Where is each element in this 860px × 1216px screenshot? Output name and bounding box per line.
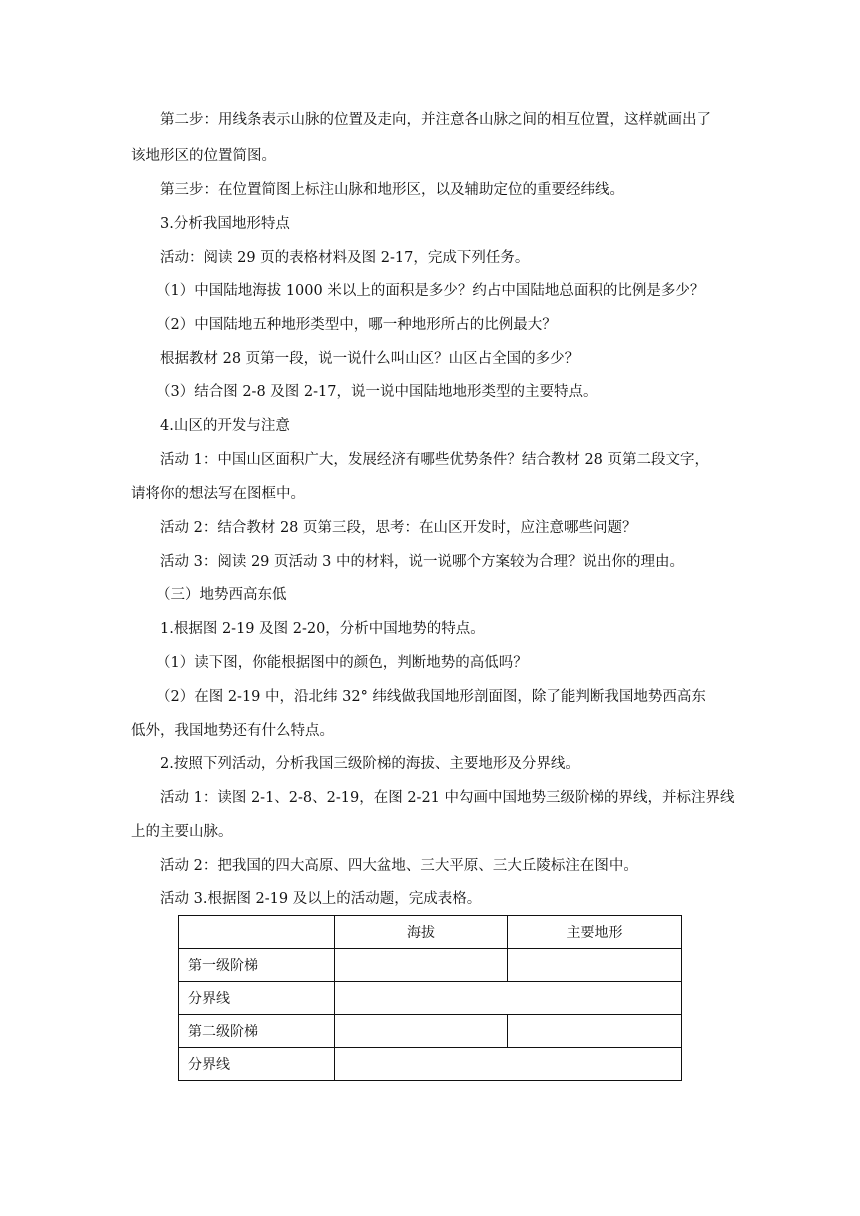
table-row-label: 分界线 [179,982,335,1015]
table-cell-boundary[interactable] [335,1048,682,1081]
paragraph-activity3: 活动 3：阅读 29 页活动 3 中的材料，说一说哪个方案较为合理？说出你的理由。 [160,554,684,570]
question-3: （3）结合图 2-8 及图 2-17，说一说中国陆地地形类型的主要特点。 [156,384,598,400]
question-1: （1）中国陆地海拔 1000 米以上的面积是多少？约占中国陆地总面积的比例是多少？ [156,283,705,299]
item-2-activity2: 活动 2：把我国的四大高原、四大盆地、三大平原、三大丘陵标注在图中。 [160,858,638,874]
item-1: 1.根据图 2-19 及图 2-20，分析中国地势的特点。 [160,621,485,637]
table-header-cell: 主要地形 [508,916,682,949]
paragraph-activity-intro: 活动：阅读 29 页的表格材料及图 2-17，完成下列任务。 [160,250,530,266]
paragraph-step3: 第三步：在位置简图上标注山脉和地形区，以及辅助定位的重要经纬线。 [160,182,624,198]
item-2-activity1-line2: 上的主要山脉。 [131,824,233,840]
paragraph-activity1-line2: 请将你的想法写在图框中。 [131,486,305,502]
terrain-steps-table [178,915,682,1081]
item-1-question-2-line2: 低外，我国地势还有什么特点。 [131,723,334,739]
item-1-question-1: （1）读下图，你能根据图中的颜色，判断地势的高低吗？ [156,655,528,671]
item-2-activity3: 活动 3.根据图 2-19 及以上的活动题，完成表格。 [160,891,482,907]
table-cell-altitude[interactable] [335,1015,508,1048]
table-cell-altitude[interactable] [335,949,508,982]
section-terrain-west-high: （三）地势西高东低 [156,587,287,603]
table-cell-boundary[interactable] [335,982,682,1015]
paragraph-step2-line2: 该地形区的位置简图。 [131,148,276,164]
table-cell-landform[interactable] [508,949,682,982]
heading-mountain-development: 4.山区的开发与注意 [160,418,290,434]
paragraph-activity2: 活动 2：结合教材 28 页第三段，思考：在山区开发时，应注意哪些问题？ [160,520,637,536]
paragraph-activity1-line1: 活动 1：中国山区面积广大，发展经济有哪些优势条件？结合教材 28 页第二段文字， [160,452,710,468]
table-header-row [179,916,682,949]
table-row-label: 第一级阶梯 [179,949,335,982]
table-row [179,949,682,982]
table-header-cell: 海拔 [335,916,508,949]
heading-analyze-terrain: 3.分析我国地形特点 [160,216,290,232]
item-2: 2.按照下列活动，分析我国三级阶梯的海拔、主要地形及分界线。 [160,756,580,772]
question-2: （2）中国陆地五种地形类型中，哪一种地形所占的比例最大？ [156,317,557,333]
item-1-question-2-line1: （2）在图 2-19 中，沿北纬 32° 纬线做我国地形剖面图，除了能判断我国地势西高东 [156,689,706,705]
table-header-cell [179,916,335,949]
table-row-label: 分界线 [179,1048,335,1081]
table-row-label: 第二级阶梯 [179,1015,335,1048]
question-mountain-area: 根据教材 28 页第一段，说一说什么叫山区？山区占全国的多少？ [160,351,580,367]
table-row [179,1015,682,1048]
table-cell-landform[interactable] [508,1015,682,1048]
paragraph-step2-line1: 第二步：用线条表示山脉的位置及走向，并注意各山脉之间的相互位置，这样就画出了 [160,112,711,128]
table-row [179,982,682,1015]
item-2-activity1-line1: 活动 1：读图 2-1、2-8、2-19，在图 2-21 中勾画中国地势三级阶梯的界线，并标注界线 [160,790,735,806]
table-row [179,1048,682,1081]
